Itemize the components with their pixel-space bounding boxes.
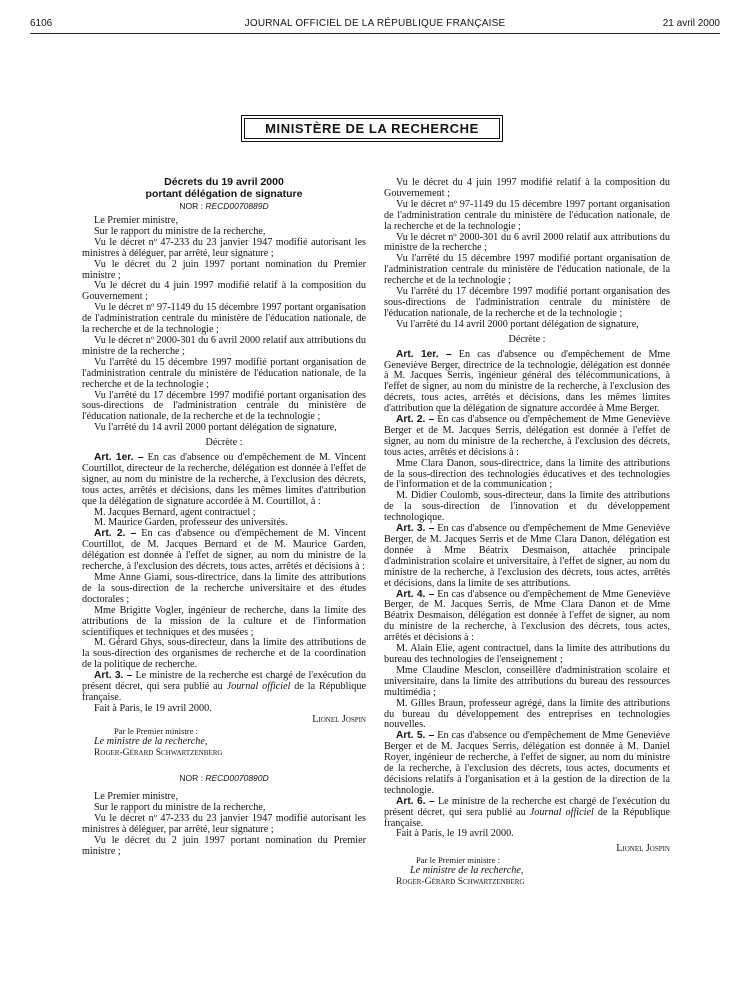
- list-item: M. Didier Coulomb, sous-directeur, dans la limite des attributions de la sous-direction de l'innovation et du développement technologique.: [384, 490, 670, 524]
- minister-title: Le ministre de la recherche,: [410, 865, 524, 877]
- article-label: Art. 1er. –: [94, 452, 144, 464]
- article-3: Art. 3. – En cas d'absence ou d'empêchement de Mme Geneviève Berger, de M. Jacques Serris et de Mme Clara Danon, délégation est donnée à Mme Béatrix Desmaison, attachée principale d'administration scolaire et universitaire, à l'effet de signer, au nom du ministre de la recherche, à l'exclusion des décrets, tous actes, arrêtés et décisions, dans la limite de ses attributions.: [384, 523, 670, 589]
- paragraph: Vu le décret nº 47-233 du 23 janvier 1947 modifié autorisant les ministres à déléguer, par arrêté, leur signature ;: [82, 813, 366, 836]
- minister-name: Roger-Gérard Schwartzenberg: [396, 876, 525, 888]
- page-header: [30, 17, 720, 34]
- minister-title: Le ministre de la recherche,: [94, 735, 208, 747]
- paragraph: Sur le rapport du ministre de la recherche,: [94, 225, 266, 237]
- right-column: [384, 178, 670, 888]
- countersign-intro: Par le Premier ministre :: [416, 855, 501, 866]
- article-3: Art. 3. – Le ministre de la recherche est chargé de l'exécution du présent décret, qui sera publié au Journal officiel de la République française.: [82, 670, 366, 703]
- paragraph: Vu le décret du 2 juin 1997 portant nomination du Premier ministre ;: [82, 258, 366, 281]
- page-number: 6106: [30, 18, 53, 29]
- nor-reference-1: [82, 200, 366, 212]
- minister-name: Roger-Gérard Schwartzenberg: [94, 746, 223, 758]
- article-label: Art. 5. –: [396, 730, 435, 742]
- paragraph: Vu l'arrêté du 15 décembre 1997 modifié portant organisation de l'administration centrale du ministère de l'éducation nationale, de la recherche et de la technologie ;: [384, 253, 670, 287]
- ministry-title: MINISTÈRE DE LA RECHERCHE: [244, 118, 500, 139]
- nor-reference-2: [82, 772, 366, 784]
- paragraph: Vu l'arrêté du 14 avril 2000 portant délégation de signature,: [94, 422, 337, 434]
- article-label: Art. 4. –: [396, 588, 435, 600]
- article-2: Art. 2. – En cas d'absence ou d'empêchement de M. Vincent Courtillot, de M. Jacques Bernard et de M. Maurice Garden, délégation est donnée à l'effet de signer, au nom du ministre de la recherche, à l'exclusion des décrets, tous actes, arrêtés et décisions à :: [82, 528, 366, 573]
- paragraph: Vu le décret nº 2000-301 du 6 avril 2000 relatif aux attributions du ministre de la recherche ;: [82, 334, 366, 357]
- nor-prefix: NOR :: [179, 201, 206, 211]
- signature-date: Fait à Paris, le 19 avril 2000.: [94, 702, 212, 714]
- decrete-heading: Décrète :: [508, 333, 546, 345]
- article-label: Art. 3. –: [396, 523, 435, 535]
- article-1: Art. 1er. – En cas d'absence ou d'empêchement de M. Vincent Courtillot, directeur de la recherche, délégation est donnée à l'effet de signer, au nom du ministre de la recherche, à l'exclusion des décrets, tous actes, arrêtés et décisions, dans les mêmes limites d'attribution que la délégation de signature accordée à M. Courtillot, à :: [82, 452, 367, 507]
- article-label: Art. 3. –: [94, 670, 133, 682]
- list-item: M. Gilles Braun, professeur agrégé, dans la limite des attributions du bureau du développement des entreprises en technologies nouvelles.: [384, 697, 670, 731]
- list-item: Mme Clara Danon, sous-directrice, dans la limite des attributions de la sous-direction des technologies éducatives et des technologies de l'information et de la communication ;: [384, 457, 670, 491]
- paragraph: Vu le décret du 4 juin 1997 modifié relatif à la composition du Gouvernement ;: [384, 177, 670, 199]
- paragraph: Vu le décret nº 97-1149 du 15 décembre 1997 portant organisation de l'administration centrale du ministère de l'éducation nationale, de la recherche et de la technologie ;: [384, 198, 670, 232]
- paragraph: Vu l'arrêté du 17 décembre 1997 modifié portant organisation des sous-directions de l'administration centrale du ministère de l'éducation nationale, de la recherche et de la technologie ;: [82, 389, 366, 423]
- paragraph: Vu le décret du 4 juin 1997 modifié relatif à la composition du Gouvernement ;: [82, 280, 366, 303]
- article-label: Art. 2. –: [396, 414, 435, 426]
- article-6: Art. 6. – Le ministre de la recherche est chargé de l'exécution du présent décret, qui sera publié au Journal officiel de la République française.: [384, 795, 671, 829]
- list-item: Mme Claudine Mesclon, conseillère d'administration scolaire et universitaire, dans la limite des attributions du bureau des ressources multimédia ;: [384, 664, 670, 698]
- list-item: M. Alain Elie, agent contractuel, dans la limite des attributions du bureau des technologies de l'enseignement ;: [384, 643, 670, 665]
- list-item: Mme Anne Giami, sous-directrice, dans la limite des attributions de la sous-direction de la recherche universitaire et des études doctorales ;: [82, 572, 366, 605]
- article-label: Art. 6. –: [396, 795, 435, 807]
- paragraph: Vu le décret du 2 juin 1997 portant nomination du Premier ministre ;: [82, 835, 366, 857]
- ministry-box: [241, 115, 503, 142]
- article-4: Art. 4. – En cas d'absence ou d'empêchement de Mme Geneviève Berger, de M. Jacques Serris, de Mme Clara Danon et de Mme Béatrix Desmaison, délégation est donnée à l'effet de signer, au nom du ministre de la recherche, à l'exclusion des décrets, tous actes, arrêtés et décisions à :: [384, 588, 670, 644]
- paragraph: Vu l'arrêté du 17 décembre 1997 modifié portant organisation des sous-directions de l'administration centrale du ministère de l'éducation nationale, de la recherche et de la technologie ;: [384, 286, 670, 319]
- paragraph: Le Premier ministre,: [94, 791, 179, 803]
- nor-code: RECD0070889D: [205, 201, 269, 211]
- journal-title: JOURNAL OFFICIEL DE LA RÉPUBLIQUE FRANÇAISE: [244, 18, 506, 29]
- list-item: M. Maurice Garden, professeur des universités.: [94, 517, 288, 529]
- paragraph: Vu le décret nº 97-1149 du 15 décembre 1997 portant organisation de l'administration centrale du ministère de l'éducation nationale, de la recherche et de la technologie ;: [82, 302, 366, 336]
- decree-title-line-2: portant délégation de signature: [145, 188, 303, 200]
- signer-name: Lionel Jospin: [616, 843, 670, 855]
- list-item: M. Gérard Ghys, sous-directeur, dans la limite des attributions de la sous-direction des organismes de recherche et de la coordination de la politique de recherche.: [82, 637, 366, 671]
- nor-code: RECD0070890D: [205, 773, 269, 784]
- paragraph: Vu l'arrêté du 15 décembre 1997 modifié portant organisation de l'administration centrale du ministère de l'éducation nationale, de la recherche et de la technologie ;: [82, 356, 366, 390]
- article-label: Art. 2. –: [94, 528, 137, 540]
- nor-prefix: NOR :: [179, 773, 206, 784]
- issue-date: 21 avril 2000: [662, 18, 720, 29]
- decree-title-line-1: Décrets du 19 avril 2000: [164, 176, 284, 188]
- list-item: M. Jacques Bernard, agent contractuel ;: [94, 506, 256, 518]
- article-2: Art. 2. – En cas d'absence ou d'empêchement de Mme Geneviève Berger et de M. Jacques Serris, délégation est donnée à l'effet de signer, au nom du ministre de la recherche, à l'exclusion des décrets, tous actes, arrêtés et décisions à :: [384, 414, 670, 458]
- paragraph: Sur le rapport du ministre de la recherche,: [94, 802, 266, 814]
- article-label: Art. 1er. –: [396, 348, 452, 360]
- decrete-heading: Décrète :: [205, 437, 243, 449]
- article-1: Art. 1er. – En cas d'absence ou d'empêchement de Mme Geneviève Berger, directrice de la technologie, délégation est donnée à M. Jacques Serris, ingénieur général des télécommunications, à l'effet de signer, au nom du ministre de la recherche, à l'exclusion des décrets, tous actes, arrêtés et décisions, dans les mêmes limites d'attribution que la délégation de signature accordée à Mme Berger.: [384, 348, 670, 415]
- signature-date: Fait à Paris, le 19 avril 2000.: [396, 828, 514, 840]
- paragraph: Vu le décret nº 2000-301 du 6 avril 2000 relatif aux attributions du ministre de la recherche ;: [384, 231, 670, 254]
- paragraph: Vu le décret nº 47-233 du 23 janvier 1947 modifié autorisant les ministres à déléguer, par arrêté, leur signature ;: [82, 236, 366, 259]
- signer-name: Lionel Jospin: [312, 713, 366, 725]
- list-item: Mme Brigitte Vogler, ingénieur de recherche, dans la limite des attributions de la mission de la culture et de l'information scientifiques et techniques et des musées ;: [82, 604, 366, 638]
- left-column: [82, 176, 366, 858]
- paragraph: Le Premier ministre,: [94, 215, 179, 226]
- article-5: Art. 5. – En cas d'absence ou d'empêchement de Mme Geneviève Berger et de M. Jacques Serris, délégation est donnée à M. Daniel Royer, ingénieur de recherche, à l'effet de signer, au nom du ministre de la recherche, à l'exclusion des décrets, tous actes, documents et décisions relatifs à l'organisation et à la gestion de la direction de la technologie.: [384, 730, 670, 796]
- paragraph: Vu l'arrêté du 14 avril 2000 portant délégation de signature,: [396, 318, 639, 330]
- countersign-intro: Par le Premier ministre :: [114, 725, 199, 736]
